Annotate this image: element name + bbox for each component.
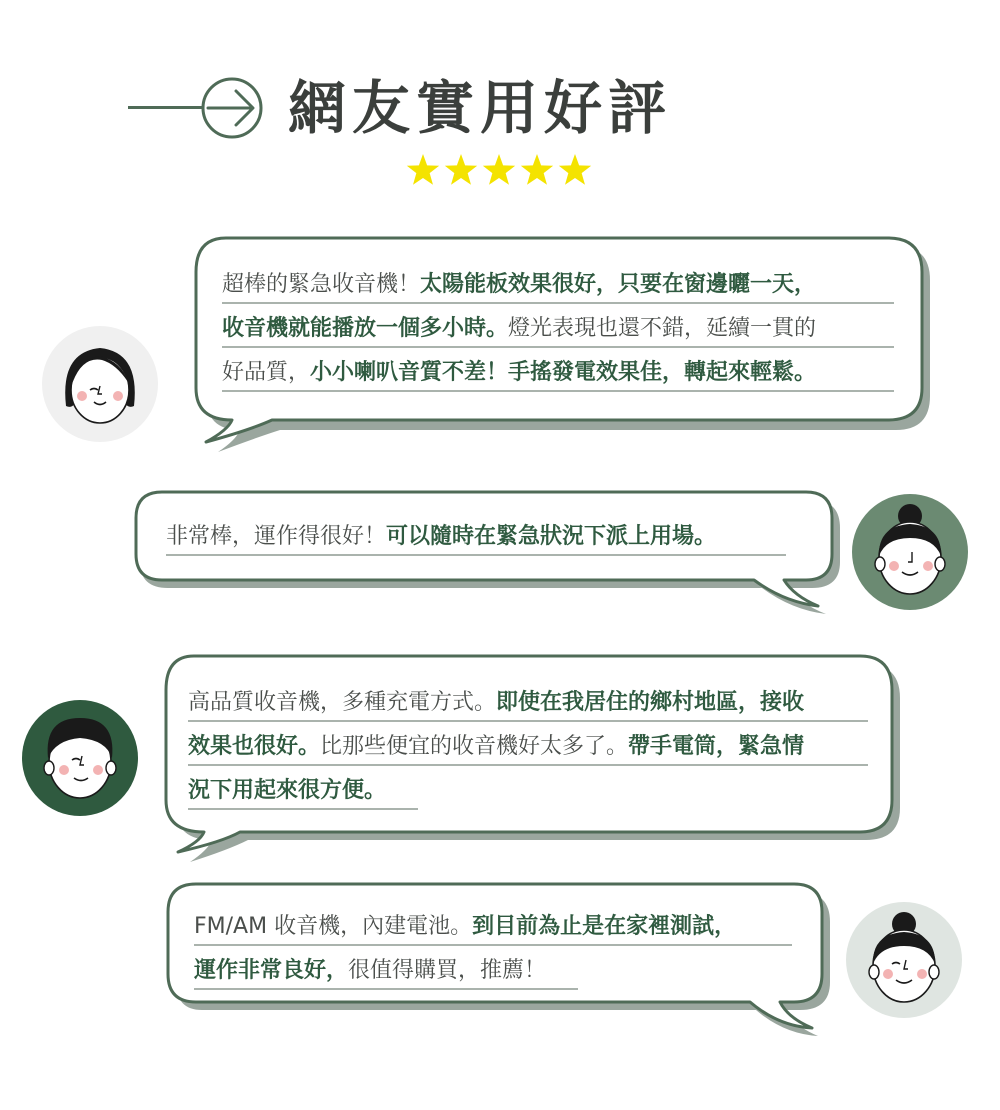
- highlight-text: 可以隨時在緊急狀況下派上用場。: [386, 524, 717, 549]
- highlight-text: 效果也很好。: [188, 734, 321, 759]
- review-text: 超棒的緊急收音機！: [222, 272, 421, 297]
- review-text: 好品質，: [222, 360, 311, 385]
- highlight-text: 運作非常良好，: [194, 958, 349, 983]
- review-3-line-2: [188, 730, 868, 766]
- highlight-text: 帶手電筒，緊急情: [628, 734, 805, 759]
- review-3-line-3: [188, 774, 418, 810]
- review-text: 很值得購買，推薦！: [348, 958, 547, 983]
- review-1-line-3: [222, 356, 894, 392]
- woman-long-hair-avatar-icon: [42, 326, 158, 442]
- highlight-text: 況下用起來很方便。: [188, 778, 387, 803]
- woman-bun-avatar-icon: [846, 902, 962, 1018]
- review-4-line-1: [194, 910, 792, 946]
- woman-bun-avatar-icon: [852, 494, 968, 610]
- review-2-line-1: [166, 520, 786, 556]
- review-text: 比那些便宜的收音機好太多了。: [320, 734, 629, 759]
- highlight-text: 收音機就能播放一個多小時。: [222, 316, 509, 341]
- review-text: 非常棒，運作得很好！: [166, 524, 387, 549]
- review-text: FM/AM 收音機，內建電池。: [194, 914, 473, 939]
- page-title: 網友實用好評: [288, 74, 673, 142]
- review-text: 高品質收音機，多種充電方式。: [188, 690, 497, 715]
- highlight-text: 太陽能板效果很好，只要在窗邊曬一天，: [420, 272, 817, 297]
- highlight-text: 到目前為止是在家裡測試，: [472, 914, 737, 939]
- review-1-line-2: [222, 312, 894, 348]
- review-4-line-2: [194, 954, 578, 990]
- man-short-hair-avatar-icon: [22, 700, 138, 816]
- review-1-line-1: [222, 268, 894, 304]
- highlight-text: 小小喇叭音質不差！手搖發電效果佳，轉起來輕鬆。: [310, 360, 817, 385]
- review-3-line-1: [188, 686, 868, 722]
- review-text: 燈光表現也還不錯，延續一貫的: [508, 316, 817, 341]
- highlight-text: 即使在我居住的鄉村地區，接收: [496, 690, 805, 715]
